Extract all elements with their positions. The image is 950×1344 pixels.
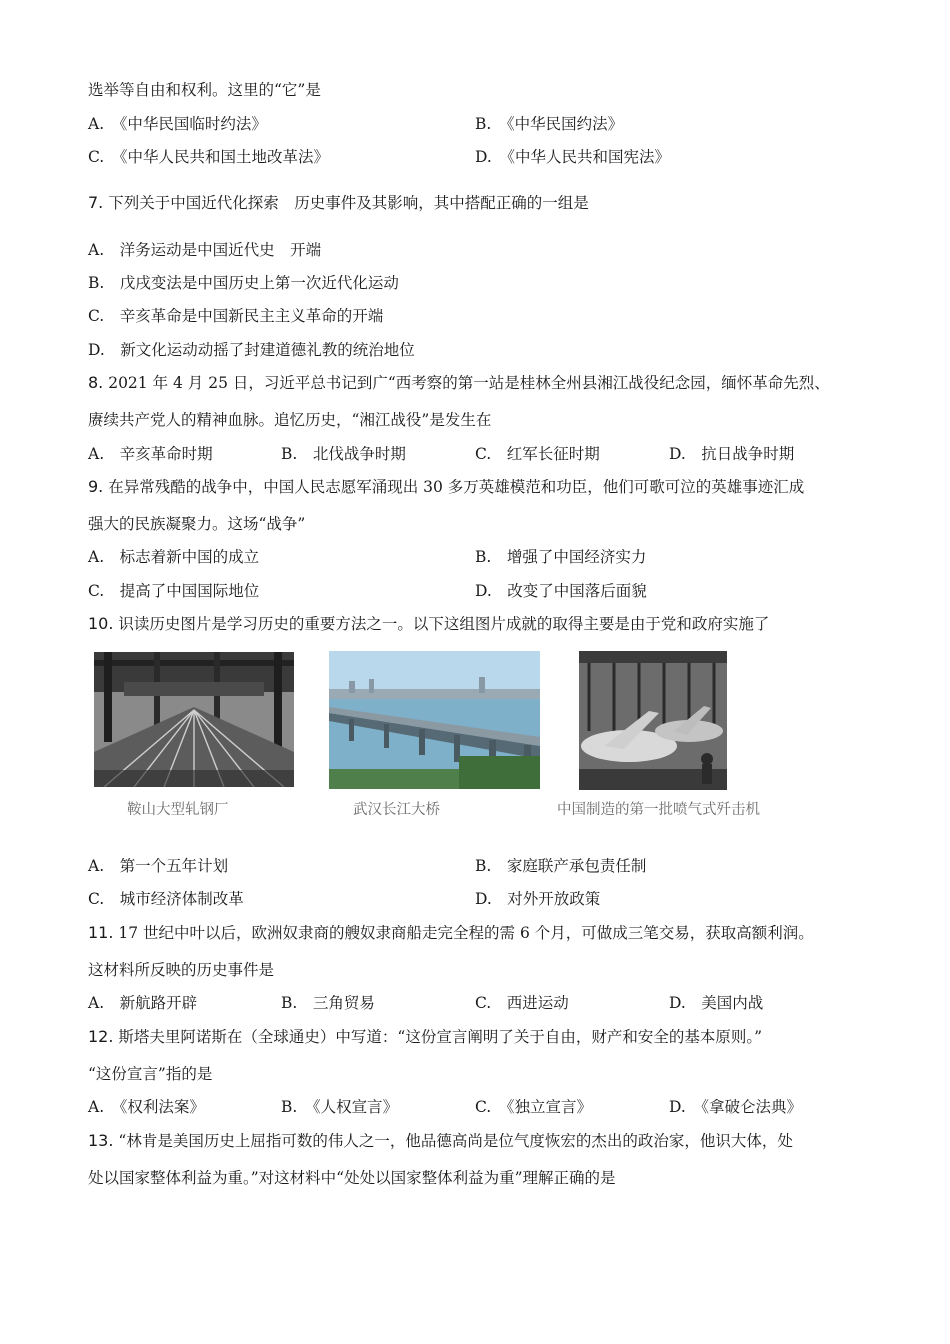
question-number: 11.: [88, 923, 114, 942]
q10-option-a[interactable]: A. 第一个五年计划: [88, 857, 229, 875]
q11-stem-line2: 这材料所反映的历史事件是: [88, 961, 275, 979]
steel-mill-caption: 鞍山大型轧钢厂: [127, 802, 229, 818]
q13-stem-text: “林肯是美国历史上屈指可数的伟人之一，他品德高尚是位气度恢宏的杰出的政治家，他识大体，处: [118, 1132, 793, 1150]
q11-stem-text: 17 世纪中叶以后，欧洲奴隶商的艘奴隶商船走完全程的需 6 个月，可做成三笔交易，获取高额利润。: [118, 924, 814, 942]
q13-stem-line2: 处以国家整体利益为重。”对这材料中“处处以国家整体利益为重”理解正确的是: [88, 1169, 616, 1187]
question-number: 12.: [88, 1027, 114, 1046]
q9-option-c[interactable]: C. 提高了中国国际地位: [88, 582, 260, 600]
q7-option-b[interactable]: B. 戊戌变法是中国历史上第一次近代化运动: [88, 274, 399, 292]
q9-option-d[interactable]: D. 改变了中国落后面貌: [475, 582, 647, 600]
wuhan-bridge-caption: 武汉长江大桥: [353, 802, 440, 818]
q7-option-c[interactable]: C. 辛亥革命是中国新民主主义革命的开端: [88, 307, 384, 325]
q12-stem-line2: “这份宣言”指的是: [88, 1065, 213, 1083]
q6-stem-tail: 选举等自由和权利。这里的“它”是: [88, 81, 321, 99]
q8-stem-line1: [88, 373, 830, 393]
q12-option-d[interactable]: D. 《拿破仑法典》: [669, 1098, 803, 1116]
q6-option-c[interactable]: C. 《中华人民共和国土地改革法》: [88, 148, 329, 166]
q11-option-b[interactable]: B. 三角贸易: [281, 994, 375, 1012]
q10-option-c[interactable]: C. 城市经济体制改革: [88, 890, 244, 908]
q9-stem-line1: [88, 477, 804, 497]
jet-fighter-photo: [579, 651, 727, 790]
q7-option-d[interactable]: D. 新文化运动动摇了封建道德礼教的统治地位: [88, 341, 415, 359]
q9-stem-text: 在异常残酷的战争中，中国人民志愿军涌现出 30 多万英雄模范和功臣，他们可歌可泣的英雄事迹汇成: [108, 478, 805, 496]
q10-stem: [88, 614, 769, 634]
q12-option-b[interactable]: B. 《人权宣言》: [281, 1098, 399, 1116]
q8-option-c[interactable]: C. 红军长征时期: [475, 445, 600, 463]
q8-option-b[interactable]: B. 北伐战争时期: [281, 445, 406, 463]
q10-stem-text: 识读历史图片是学习历史的重要方法之一。以下这组图片成就的取得主要是由于党和政府实施了: [118, 615, 770, 633]
q9-option-a[interactable]: A. 标志着新中国的成立: [88, 548, 260, 566]
q10-option-b[interactable]: B. 家庭联产承包责任制: [475, 857, 647, 875]
q7-stem: [88, 193, 589, 213]
q11-stem-line1: [88, 923, 814, 943]
q6-option-d[interactable]: D. 《中华人民共和国宪法》: [475, 148, 671, 166]
q11-option-a[interactable]: A. 新航路开辟: [88, 994, 198, 1012]
q13-stem-line1: [88, 1131, 793, 1151]
jet-fighter-caption: 中国制造的第一批喷气式歼击机: [557, 802, 760, 818]
q10-option-d[interactable]: D. 对外开放政策: [475, 890, 601, 908]
wuhan-bridge-photo: [329, 651, 540, 789]
q8-option-a[interactable]: A. 辛亥革命时期: [88, 445, 213, 463]
question-number: 10.: [88, 614, 114, 633]
q11-option-d[interactable]: D. 美国内战: [669, 994, 764, 1012]
steel-mill-photo: [94, 652, 294, 787]
q6-option-a[interactable]: A. 《中华民国临时约法》: [88, 115, 267, 133]
q8-stem-line2: 赓续共产党人的精神血脉。追忆历史，“湘江战役”是发生在: [88, 411, 492, 429]
question-number: 8.: [88, 373, 104, 392]
q9-option-b[interactable]: B. 增强了中国经济实力: [475, 548, 647, 566]
q12-stem-line1: [88, 1027, 762, 1047]
q6-option-b[interactable]: B. 《中华民国约法》: [475, 115, 624, 133]
q8-option-d[interactable]: D. 抗日战争时期: [669, 445, 795, 463]
q8-stem-text: 2021 年 4 月 25 日，习近平总书记到广“西考察的第一站是桂林全州县湘江战役纪念园，缅怀革命先烈、: [108, 374, 830, 392]
q7-stem-text: 下列关于中国近代化探索 历史事件及其影响，其中搭配正确的一组是: [108, 194, 589, 212]
q12-option-c[interactable]: C. 《独立宣言》: [475, 1098, 592, 1116]
question-number: 13.: [88, 1131, 114, 1150]
q12-stem-text: 斯塔夫里阿诺斯在（全球通史）中写道：“这份宣言阐明了关于自由，财产和安全的基本原则。”: [118, 1028, 762, 1046]
question-number: 7.: [88, 193, 104, 212]
q12-option-a[interactable]: A. 《权利法案》: [88, 1098, 205, 1116]
q9-stem-line2: 强大的民族凝聚力。这场“战争”: [88, 515, 306, 533]
question-number: 9.: [88, 477, 104, 496]
q7-option-a[interactable]: A. 洋务运动是中国近代史 开端: [88, 241, 322, 259]
q11-option-c[interactable]: C. 西进运动: [475, 994, 569, 1012]
